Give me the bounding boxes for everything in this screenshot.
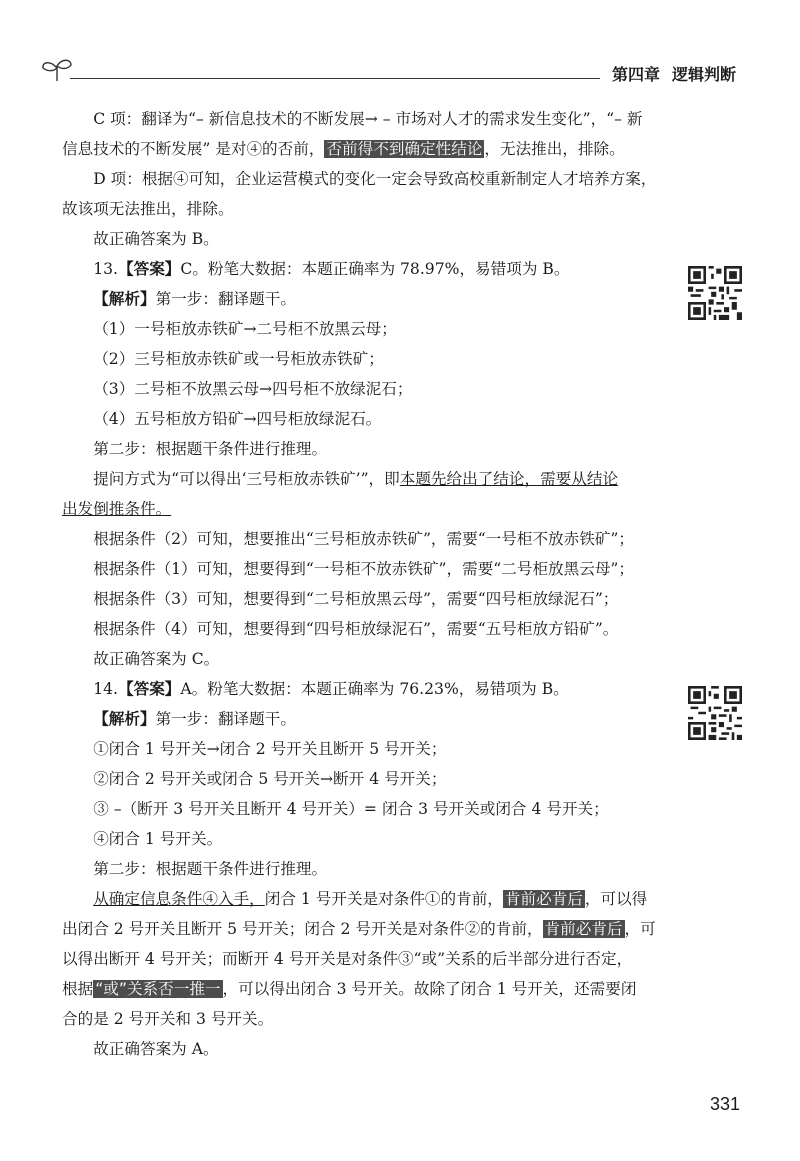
qr-code-icon[interactable] — [688, 266, 742, 320]
question-14-analysis: 【解析】第一步：翻译题干。 — [93, 710, 296, 728]
text-line: 合的是 2 号开关和 3 号开关。 — [62, 1010, 274, 1028]
question-13-answer: 13.【答案】C。粉笔大数据：本题正确率为 78.97%，易错项为 B。 — [93, 260, 570, 278]
text-line: C 项：翻译为“– 新信息技术的不断发展→ – 市场对人才的需求发生变化”，“– 新 — [93, 110, 643, 128]
underline-text: 出发倒推条件。 — [62, 500, 172, 518]
condition-line: （4）五号柜放方铅矿→四号柜放绿泥石。 — [93, 410, 382, 428]
condition-line: ①闭合 1 号开关→闭合 2 号开关且断开 5 号开关； — [93, 740, 447, 758]
underline-text: 本题先给出了结论，需要从结论 — [399, 470, 619, 488]
reasoning-line: 根据条件（3）可知，想要得到“二号柜放黑云母”，需要“四号柜放绿泥石”； — [93, 590, 619, 608]
question-14-answer: 14.【答案】A。粉笔大数据：本题正确率为 76.23%，易错项为 B。 — [93, 680, 569, 698]
underline-text: 从确定信息条件④入手， — [93, 890, 265, 908]
page-number: 331 — [709, 1094, 740, 1114]
chapter-title — [612, 62, 736, 85]
condition-line: ③ –（断开 3 号开关且断开 4 号开关）= 闭合 3 号开关或闭合 4 号开关； — [93, 800, 609, 818]
page-header — [40, 56, 740, 86]
condition-line: ④闭合 1 号开关。 — [93, 830, 223, 848]
text-line: 故正确答案为 C。 — [93, 650, 220, 668]
text-line: 根据 “或”关系否一推一 ，可以得出闭合 3 号开关。故除了闭合 1 号开关，还需要闭 — [62, 980, 637, 998]
reasoning-line: 根据条件（2）可知，想要推出“三号柜放赤铁矿”，需要“一号柜不放赤铁矿”； — [93, 530, 634, 548]
condition-line: ②闭合 2 号开关或闭合 5 号开关→断开 4 号开关； — [93, 770, 447, 788]
highlight-box: 肯前必肯后 — [544, 920, 623, 938]
text-line: 第二步：根据题干条件进行推理。 — [93, 440, 328, 458]
highlight-box: 肯前必肯后 — [504, 890, 583, 908]
reasoning-line: 根据条件（1）可知，想要得到“一号柜不放赤铁矿”，需要“二号柜放黑云母”； — [93, 560, 634, 578]
chapter-number: 第四章 — [611, 65, 660, 84]
condition-line: （3）二号柜不放黑云母→四号柜不放绿泥石； — [93, 380, 413, 398]
header-rule — [70, 78, 600, 79]
text-line: 以得出断开 4 号开关；而断开 4 号开关是对条件③“或”关系的后半部分进行否定， — [62, 950, 633, 968]
page-body — [62, 104, 670, 1064]
text-line: 故该项无法推出，排除。 — [62, 200, 234, 218]
text-line: 提问方式为“可以得出‘三号柜放赤铁矿’”，即本题先给出了结论，需要从结论 — [93, 470, 619, 488]
sprout-icon — [40, 56, 74, 82]
reasoning-line: 根据条件（4）可知，想要得到“四号柜放绿泥石”，需要“五号柜放方铅矿”。 — [93, 620, 619, 638]
highlight-box: 否前得不到确定性结论 — [326, 140, 483, 158]
highlight-box: “或”关系否一推一 — [95, 980, 221, 998]
text-line: 出闭合 2 号开关且断开 5 号开关；闭合 2 号开关是对条件②的肯前， 肯前必肯后 ，可 — [62, 920, 656, 938]
chapter-section: 逻辑判断 — [671, 65, 736, 84]
text-line — [62, 494, 670, 524]
text-line: 故正确答案为 B。 — [93, 230, 219, 248]
question-13-analysis: 【解析】第一步：翻译题干。 — [93, 290, 296, 308]
condition-line: （1）一号柜放赤铁矿→二号柜不放黑云母； — [93, 320, 397, 338]
qr-code-icon[interactable] — [688, 686, 742, 740]
condition-line: （2）三号柜放赤铁矿或一号柜放赤铁矿； — [93, 350, 384, 368]
text-line: 信息技术的不断发展” 是对④的否前， 否前得不到确定性结论 ，无法推出，排除。 — [62, 140, 625, 158]
text-line: 从确定信息条件④入手，闭合 1 号开关是对条件①的肯前， 肯前必肯后 ，可以得 — [93, 890, 648, 908]
text-line: 第二步：根据题干条件进行推理。 — [93, 860, 328, 878]
text-line: 故正确答案为 A。 — [93, 1040, 219, 1058]
text-line: D 项：根据④可知，企业运营模式的变化一定会导致高校重新制定人才培养方案， — [93, 170, 657, 188]
